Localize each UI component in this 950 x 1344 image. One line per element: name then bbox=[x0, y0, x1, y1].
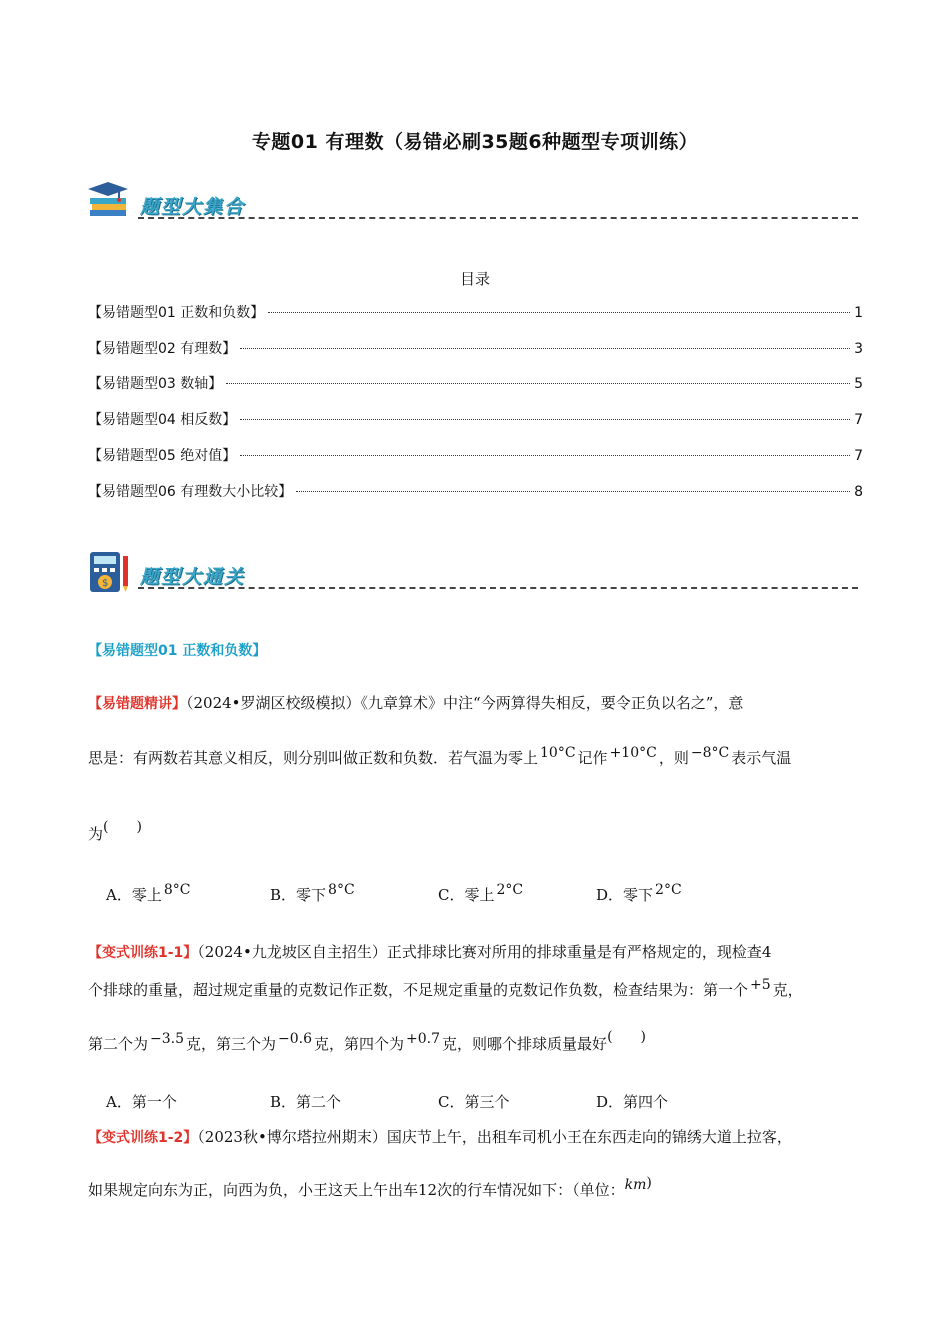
toc-heading: 目录 bbox=[459, 270, 490, 288]
toc-item[interactable]: 【易错题型04 相反数】 7 bbox=[88, 412, 863, 428]
question-2-line-1: 【变式训练1-1】（2024•九龙坡区自主招生）正式排球比赛对所用的排球重量是有严格规定的，现检查4 bbox=[88, 943, 772, 961]
dashed-divider bbox=[138, 587, 858, 589]
page-title: 专题01 有理数（易错必刷35题6种题型专项训练） bbox=[251, 131, 699, 153]
section-banner-pass bbox=[88, 550, 858, 596]
toc-item[interactable]: 【易错题型06 有理数大小比较】 8 bbox=[88, 484, 863, 500]
question-3-line-1: 【变式训练1-2】（2023秋•博尔塔拉州期末）国庆节上午，出租车司机小王在东西走向的锦绣大道上拉客， bbox=[88, 1128, 792, 1146]
option-d[interactable]: D．第四个 bbox=[596, 1093, 669, 1111]
option-b[interactable]: B．第二个 bbox=[270, 1093, 342, 1111]
question-tag: 【易错题精讲】 bbox=[88, 696, 186, 712]
question-1-line-3: 为( ) bbox=[88, 819, 142, 843]
option-a[interactable]: A．第一个 bbox=[106, 1093, 177, 1111]
option-c[interactable]: C．零上 2°C bbox=[438, 882, 524, 904]
toc-item[interactable]: 【易错题型05 绝对值】 7 bbox=[88, 448, 863, 464]
toc-item[interactable]: 【易错题型02 有理数】 3 bbox=[88, 341, 863, 357]
graduation-books-icon bbox=[88, 180, 132, 224]
question-1-line-1: 【易错题精讲】（2024•罗湖区校级模拟）《九章算术》中注“今两算得失相反，要令正负以名之”，意 bbox=[88, 694, 744, 712]
option-c[interactable]: C．第三个 bbox=[438, 1093, 510, 1111]
option-a[interactable]: A．零上 8°C bbox=[106, 882, 191, 904]
question-tag: 【变式训练1-2】 bbox=[88, 1130, 198, 1146]
question-2-line-2: 个排球的重量，超过规定重量的克数记作正数，不足规定重量的克数记作负数，检查结果为：第一个 +5 克， bbox=[88, 977, 803, 999]
question-2-line-3: 第二个为 −3.5 克，第三个为 −0.6 克，第四个为 +0.7 克，则哪个排球质量最好( ) bbox=[88, 1029, 646, 1053]
calculator-coin-icon bbox=[88, 550, 132, 594]
answer-blank[interactable]: ( ) bbox=[607, 1029, 646, 1045]
section-heading: 【易错题型01 正数和负数】 bbox=[88, 643, 267, 659]
option-b[interactable]: B．零下 8°C bbox=[270, 882, 355, 904]
toc-item[interactable]: 【易错题型03 数轴】 5 bbox=[88, 376, 863, 392]
answer-blank[interactable]: ( ) bbox=[103, 819, 142, 835]
banner-title: 题型大集合 bbox=[140, 196, 246, 218]
dashed-divider bbox=[138, 217, 858, 219]
option-d[interactable]: D．零下 2°C bbox=[596, 882, 682, 904]
banner-title: 题型大通关 bbox=[140, 566, 246, 588]
question-tag: 【变式训练1-1】 bbox=[88, 945, 198, 961]
toc-item[interactable]: 【易错题型01 正数和负数】 1 bbox=[88, 305, 863, 321]
question-3-line-2: 如果规定向东为正，向西为负，小王这天上午出车12次的行车情况如下：（单位：km) bbox=[88, 1175, 652, 1199]
svg-text:$: $ bbox=[102, 578, 109, 589]
question-1-line-2: 思是：有两数若其意义相反，则分别叫做正数和负数．若气温为零上 10°C 记作 +10°C ，则 −8°C 表示气温 bbox=[88, 745, 792, 767]
section-banner-collection bbox=[88, 180, 858, 226]
